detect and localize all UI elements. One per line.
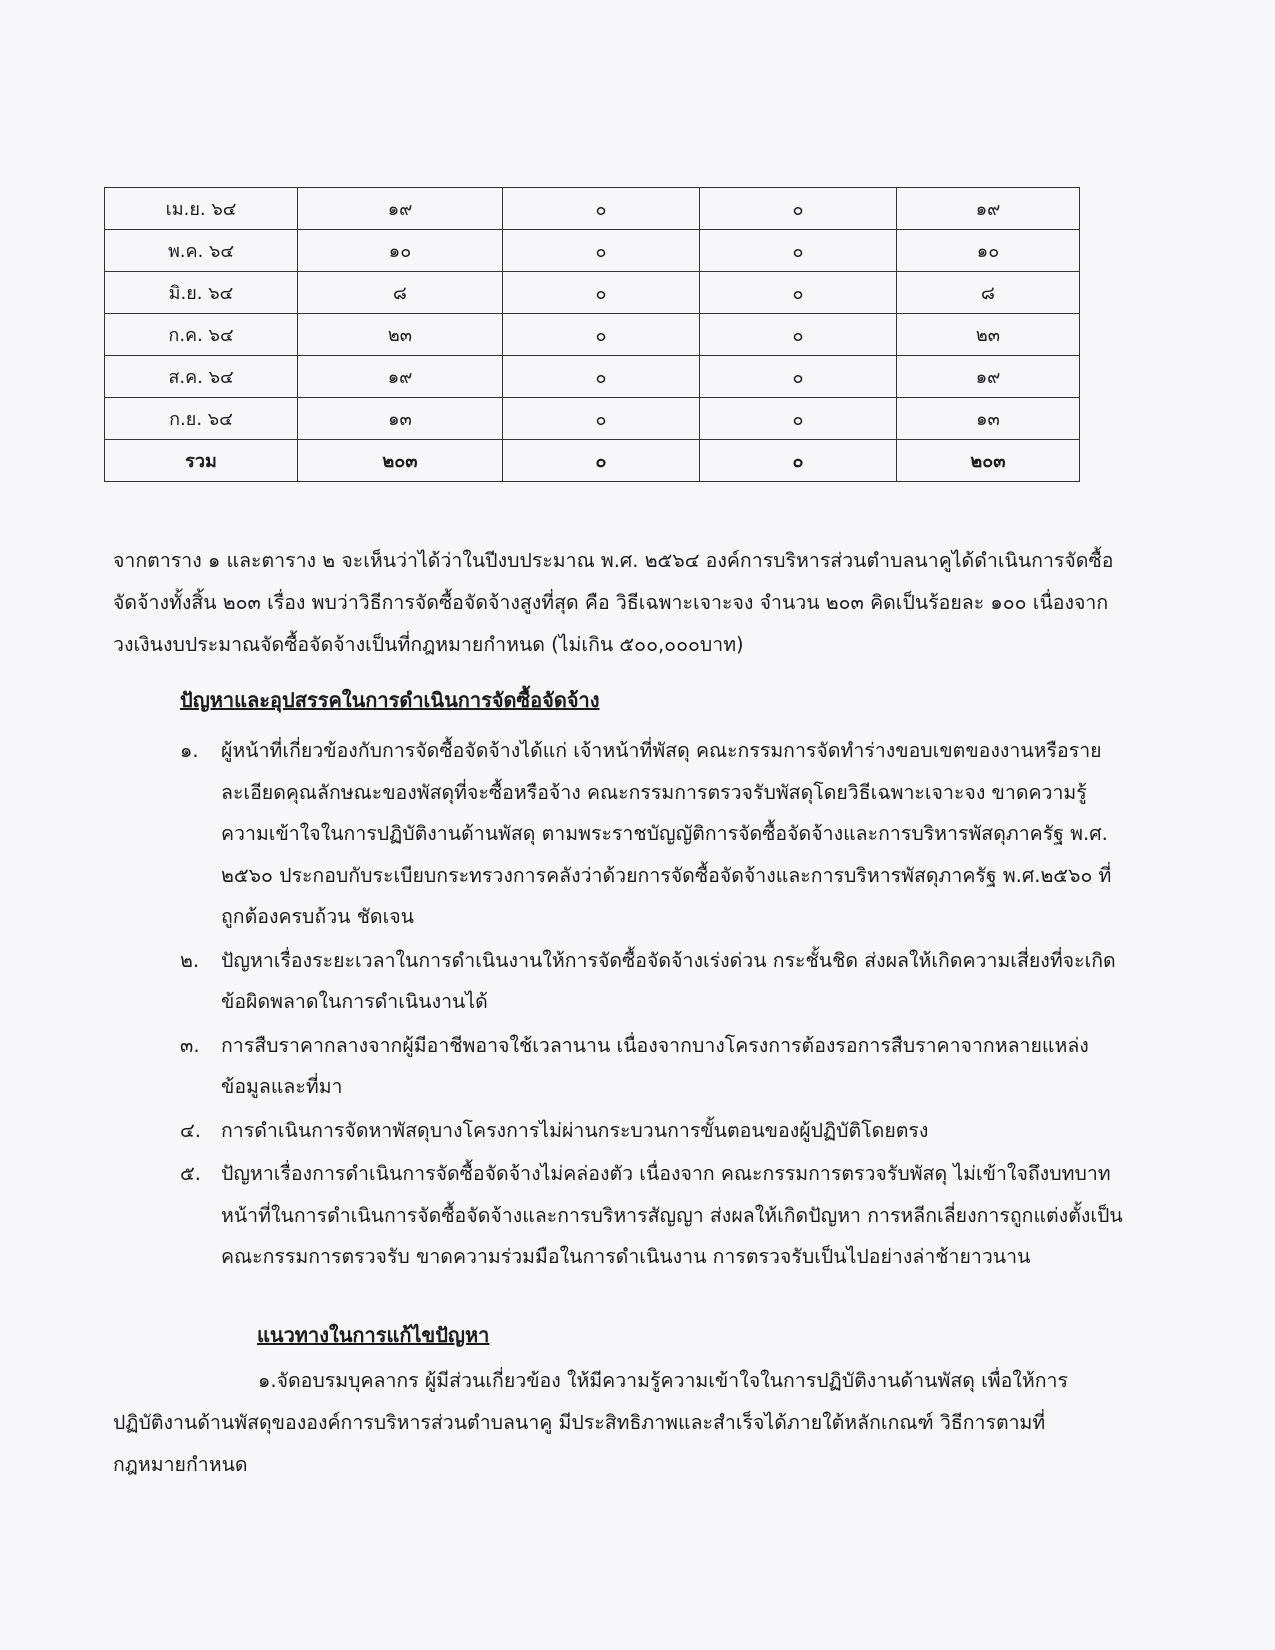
month-cell: ส.ค. ๖๔ bbox=[105, 356, 298, 398]
value-cell: ๐ bbox=[503, 356, 700, 398]
value-cell: ๐ bbox=[503, 188, 700, 230]
total-cell: ๑๙ bbox=[897, 356, 1080, 398]
value-cell: ๐ bbox=[700, 188, 897, 230]
total-cell: ๑๐ bbox=[897, 230, 1080, 272]
table-total-row bbox=[105, 440, 1080, 482]
count-cell: ๒๓ bbox=[298, 314, 503, 356]
month-cell: มิ.ย. ๖๔ bbox=[105, 272, 298, 314]
item-text: การสืบราคากลางจากผู้มีอาชีพอาจใช้เวลานาน เนื่องจากบางโครงการต้องรอการสืบราคาจากหลายแหล่งข้อมูลและที่มา bbox=[221, 1033, 1089, 1098]
list-item bbox=[180, 1025, 1130, 1108]
value-cell: ๐ bbox=[700, 356, 897, 398]
total-value-cell: ๐ bbox=[503, 440, 700, 482]
table-row bbox=[105, 398, 1080, 440]
solutions-paragraph: ๑.จัดอบรมบุคลากร ผู้มีส่วนเกี่ยวข้อง ให้มีความรู้ความเข้าใจในการปฏิบัติงานด้านพัสดุ เพื่อให้การปฏิบัติงานด้านพัสดุขององค์การบริหารส่วนตำบลนาคู มีประสิทธิภาพและสำเร็จได้ภายใต้หลักเกณฑ์ วิธีการตามที่กฎหมายกำหนด bbox=[113, 1369, 1068, 1476]
table-row bbox=[105, 188, 1080, 230]
list-item bbox=[180, 1153, 1130, 1278]
problems-list bbox=[180, 730, 1130, 1280]
total-cell: ๑๙ bbox=[897, 188, 1080, 230]
item-text: การดำเนินการจัดหาพัสดุบางโครงการไม่ผ่านกระบวนการขั้นตอนของผู้ปฏิบัติโดยตรง bbox=[221, 1118, 929, 1142]
value-cell: ๐ bbox=[700, 230, 897, 272]
solutions-heading: แนวทางในการแก้ไขปัญหา bbox=[257, 1323, 490, 1347]
total-cell: ๒๓ bbox=[897, 314, 1080, 356]
total-value-cell: ๐ bbox=[700, 440, 897, 482]
total-count-cell: ๒๐๓ bbox=[298, 440, 503, 482]
month-cell: พ.ค. ๖๔ bbox=[105, 230, 298, 272]
value-cell: ๐ bbox=[503, 230, 700, 272]
value-cell: ๐ bbox=[700, 398, 897, 440]
table-row bbox=[105, 272, 1080, 314]
table-row bbox=[105, 230, 1080, 272]
item-number: ๒. bbox=[180, 948, 200, 972]
count-cell: ๑๓ bbox=[298, 398, 503, 440]
value-cell: ๐ bbox=[700, 314, 897, 356]
item-number: ๑. bbox=[180, 739, 199, 762]
count-cell: ๑๙ bbox=[298, 188, 503, 230]
month-cell: ก.ค. ๖๔ bbox=[105, 314, 298, 356]
count-cell: ๘ bbox=[298, 272, 503, 314]
item-text: ปัญหาเรื่องระยะเวลาในการดำเนินงานให้การจัดซื้อจัดจ้างเร่งด่วน กระชั้นชิด ส่งผลให้เกิดความเสี่ยงที่จะเกิดข้อผิดพลาดในการดำเนินงานได้ bbox=[221, 948, 1116, 1013]
month-cell: ก.ย. ๖๔ bbox=[105, 398, 298, 440]
item-number: ๓. bbox=[180, 1033, 200, 1057]
total-label-cell: รวม bbox=[105, 440, 298, 482]
value-cell: ๐ bbox=[503, 314, 700, 356]
value-cell: ๐ bbox=[503, 272, 700, 314]
total-cell: ๘ bbox=[897, 272, 1080, 314]
count-cell: ๑๙ bbox=[298, 356, 503, 398]
item-text: ผู้หน้าที่เกี่ยวข้องกับการจัดซื้อจัดจ้างได้แก่ เจ้าหน้าที่พัสดุ คณะกรรมการจัดทำร่างขอบเขตของงานหรือรายละเอียดคุณลักษณะของพัสดุที่จะซื้อหรือจ้าง คณะกรรมการตรวจรับพัสดุโดยวิธีเฉพาะเจาะจง ขาดความรู้ความเข้าใจในการปฏิบัติงานด้านพัสดุ ตามพระราชบัญญัติการจัดซื้อจัดจ้างและการบริหารพัสดุภาครัฐ พ.ศ. ๒๕๖๐ ประกอบกับระเบียบกระทรวงการคลังว่าด้วยการจัดซื้อจัดจ้างและการบริหารพัสดุภาครัฐ พ.ศ.๒๕๖๐ ที่ถูกต้องครบถ้วน ชัดเจน bbox=[221, 739, 1112, 928]
procurement-table bbox=[104, 187, 1080, 482]
list-item bbox=[180, 1110, 1130, 1152]
table-row bbox=[105, 314, 1080, 356]
table-row bbox=[105, 356, 1080, 398]
total-cell: ๑๓ bbox=[897, 398, 1080, 440]
month-cell: เม.ย. ๖๔ bbox=[105, 188, 298, 230]
grand-total-cell: ๒๐๓ bbox=[897, 440, 1080, 482]
value-cell: ๐ bbox=[700, 272, 897, 314]
summary-paragraph: จากตาราง ๑ และตาราง ๒ จะเห็นว่าได้ว่าในปีงบประมาณ พ.ศ. ๒๕๖๔ องค์การบริหารส่วนตำบลนาคูได้ดำเนินการจัดซื้อจัดจ้างทั้งสิ้น ๒๐๓ เรื่อง พบว่าวิธีการจัดซื้อจัดจ้างสูงที่สุด คือ วิธีเฉพาะเจาะจง จำนวน ๒๐๓ คิดเป็นร้อยละ ๑๐๐ เนื่องจากวงเงินงบประมาณจัดซื้อจัดจ้างเป็นที่กฎหมายกำหนด (ไม่เกิน ๕๐๐,๐๐๐บาท) bbox=[113, 549, 1114, 656]
item-text: ปัญหาเรื่องการดำเนินการจัดซื้อจัดจ้างไม่คล่องตัว เนื่องจาก คณะกรรมการตรวจรับพัสดุ ไม่เข้าใจถึงบทบาทหน้าที่ในการดำเนินการจัดซื้อจัดจ้างและการบริหารสัญญา ส่งผลให้เกิดปัญหา การหลีกเลี่ยงการถูกแต่งตั้งเป็นคณะกรรมการตรวจรับ ขาดความร่วมมือในการดำเนินงาน การตรวจรับเป็นไปอย่างล่าช้ายาวนาน bbox=[221, 1162, 1123, 1268]
item-number: ๔. bbox=[180, 1118, 201, 1142]
problems-heading: ปัญหาและอุปสรรคในการดำเนินการจัดซื้อจัดจ้าง bbox=[180, 688, 600, 712]
value-cell: ๐ bbox=[503, 398, 700, 440]
list-item bbox=[180, 940, 1130, 1023]
list-item bbox=[180, 730, 1130, 938]
count-cell: ๑๐ bbox=[298, 230, 503, 272]
item-number: ๕. bbox=[180, 1162, 201, 1185]
